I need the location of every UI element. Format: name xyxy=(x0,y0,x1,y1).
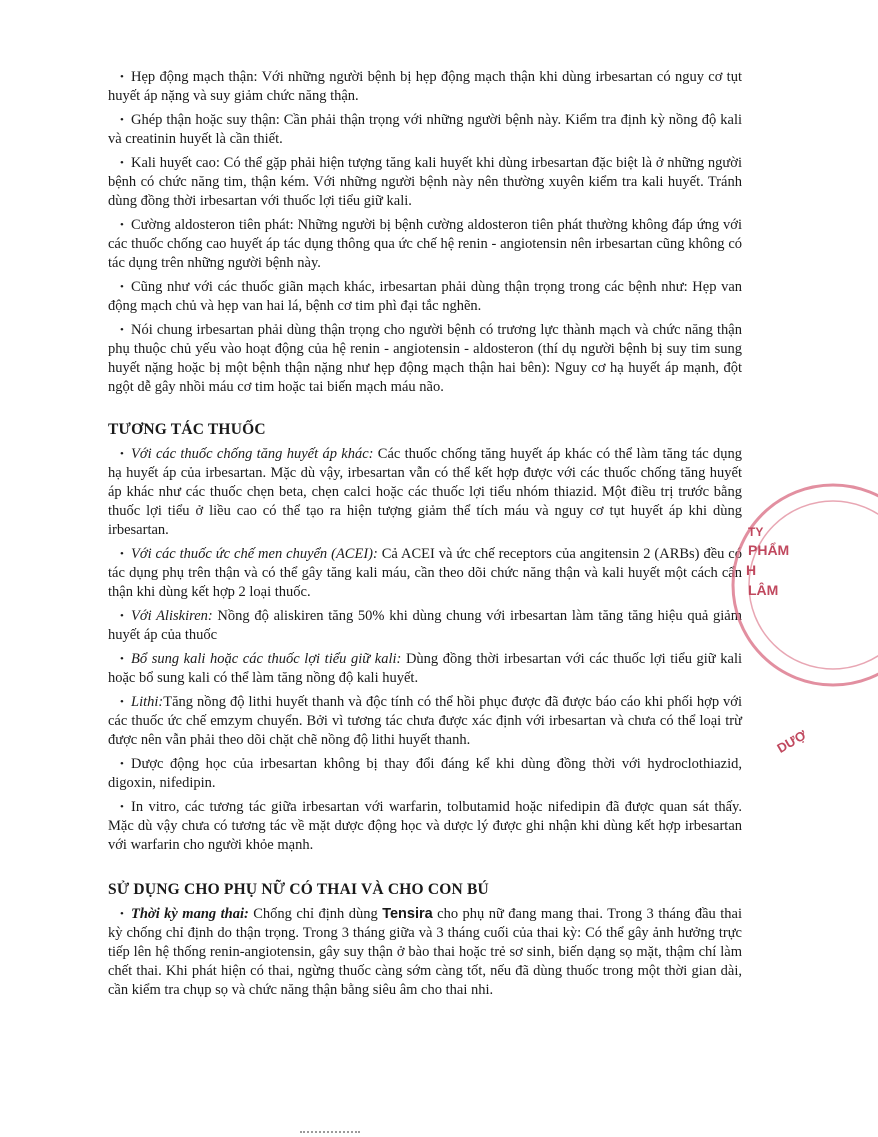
item-text: Dược động học của irbesartan không bị thay đổi đáng kể khi dùng đồng thời với hydroclothiazid, digoxin, nifedipin. xyxy=(108,756,742,791)
bullet-glyph: • xyxy=(120,219,124,231)
item-text: Các thuốc chống tăng huyết áp khác có thể làm tăng tác dụng hạ huyết áp của irbesartan. Mặc dù vậy, irbesartan vẫn có thể kết hợp được với các thuốc chống tăng huyết áp khác như các thuốc chẹn beta, chẹn calci hoặc các thuốc lợi tiểu nhóm thiazid. Một điều trị trước bằng thuốc lợi tiểu ở liều cao có thể tạo ra hiện tượng giảm thể tích máu và nguy cơ tụt huyết áp khi dùng irbesartan. xyxy=(108,446,743,538)
item-text: Hẹp động mạch thận: Với những người bệnh bị hẹp động mạch thận khi dùng irbesartan có nguy cơ tụt huyết áp nặng và suy giảm chức năng thận. xyxy=(108,69,742,104)
precautions-list xyxy=(108,68,742,397)
item-lead: Với các thuốc chống tăng huyết áp khác: xyxy=(131,446,374,462)
bullet-glyph: • xyxy=(120,548,124,560)
pregnancy-lead: Thời kỳ mang thai: xyxy=(131,906,249,922)
list-item xyxy=(108,154,742,211)
item-text: Ghép thận hoặc suy thận: Cần phải thận trọng với những người bệnh này. Kiểm tra định kỳ nồng độ kali và creatinin huyết là cần thiết. xyxy=(108,112,742,147)
list-item xyxy=(108,216,742,273)
pregnancy-paragraph xyxy=(108,905,742,1000)
list-item xyxy=(108,798,742,855)
item-lead: Bổ sung kali hoặc các thuốc lợi tiểu giữ kali: xyxy=(131,651,402,667)
list-item xyxy=(108,278,742,316)
list-item xyxy=(108,68,742,106)
list-item xyxy=(108,545,742,602)
pregnancy-text-before: Chống chỉ định dùng xyxy=(248,906,383,922)
item-lead: Với Aliskiren: xyxy=(131,608,213,624)
item-text: Cả ACEI và ức chế receptors của angitensin 2 (ARBs) đều có tác dụng phụ trên thận và có thể gây tăng kali máu, cần theo dõi chức năng thận và kali huyết một cách cẩn thận khi dùng kết hợp 2 loại thuốc. xyxy=(108,546,742,600)
brand-name: Tensira xyxy=(382,906,433,922)
company-stamp xyxy=(728,470,878,770)
bullet-glyph: • xyxy=(120,324,124,336)
bullet-glyph: • xyxy=(120,908,124,920)
bullet-glyph: • xyxy=(120,801,124,813)
pregnancy-text-after: cho phụ nữ đang mang thai. Trong 3 tháng đầu thai kỳ chống chỉ định do thận trọng. Trong 3 tháng giữa và 3 tháng cuối của thai kỳ: Có thể gây ảnh hưởng trực tiếp lên hệ thống renin-angiotensin, gây suy thận ở bào thai hoặc trẻ sơ sinh, biến dạng sọ mặt, thậm chí làm chết thai. Khi phát hiện có thai, ngừng thuốc càng sớm càng tốt, nếu đã dùng thuốc trong một thời gian dài, cần kiểm tra chụp sọ và chức năng thận bằng siêu âm cho thai nhi. xyxy=(108,906,742,998)
bullet-glyph: • xyxy=(120,281,124,293)
interactions-heading: TƯƠNG TÁC THUỐC xyxy=(108,421,266,438)
bullet-glyph: • xyxy=(120,114,124,126)
item-text: In vitro, các tương tác giữa irbesartan với warfarin, tolbutamid hoặc nifedipin đã được quan sát thấy. Mặc dù vậy chưa có tương tác về mặt dược động học và dược lý được ghi nhận khi dùng kết hợp irbesartan với warfarin cho người khỏe mạnh. xyxy=(108,799,742,853)
bullet-glyph: • xyxy=(120,653,124,665)
list-item xyxy=(108,693,742,750)
stamp-line-5: DƯỢ xyxy=(774,727,809,756)
list-item xyxy=(108,650,742,688)
interactions-list xyxy=(108,445,742,855)
bullet-glyph: • xyxy=(120,758,124,770)
footer-mark xyxy=(300,1131,360,1135)
bullet-glyph: • xyxy=(120,71,124,83)
list-item xyxy=(108,755,742,793)
pregnancy-heading: SỬ DỤNG CHO PHỤ NỮ CÓ THAI VÀ CHO CON BÚ xyxy=(108,881,489,898)
list-item xyxy=(108,111,742,149)
item-lead: Với các thuốc ức chế men chuyển (ACEI): xyxy=(131,546,378,562)
bullet-glyph: • xyxy=(120,610,124,622)
item-text: Nói chung irbesartan phải dùng thận trọng cho người bệnh có trương lực thành mạch và chức năng thận phụ thuộc chủ yếu vào hoạt động của hệ renin - angiotensin - aldosteron (thí dụ người bệnh bị suy tim sung huyết nặng hoặc bị một bệnh thận nặng như hẹp động mạch thận hai bên): Nguy cơ hạ huyết áp mạnh, đột ngột dễ gây nhồi máu cơ tim hoặc tai biến mạch máu não. xyxy=(108,322,742,395)
stamp-line-2: H xyxy=(746,562,757,578)
item-lead: Lithi: xyxy=(131,694,164,710)
list-item xyxy=(108,607,742,645)
item-text: Cũng như với các thuốc giãn mạch khác, irbesartan phải dùng thận trọng trong các bệnh như: Hẹp van động mạch chủ và hẹp van hai lá, bệnh cơ tim phì đại tắc nghẽn. xyxy=(108,279,742,314)
item-text: Nồng độ aliskiren tăng 50% khi dùng chung với irbesartan làm tăng tăng hiệu quả giảm huyết áp của thuốc xyxy=(108,608,742,643)
list-item xyxy=(108,445,742,540)
item-text: Cường aldosteron tiên phát: Những người bị bệnh cường aldosteron tiên phát thường không đáp ứng với các thuốc chống cao huyết áp tác dụng thông qua ức chế hệ renin - angiotensin nên irbesartan cũng không có tác dụng trên những người bệnh này. xyxy=(108,217,742,271)
stamp-line-1: TY xyxy=(748,525,764,539)
list-item xyxy=(108,321,742,397)
stamp-line-3: PHẨM xyxy=(748,542,790,558)
bullet-glyph: • xyxy=(120,696,124,708)
bullet-glyph: • xyxy=(120,157,124,169)
item-text: Tăng nồng độ lithi huyết thanh và độc tính có thể hồi phục được đã được báo cáo khi phối hợp với các thuốc ức chế emzym chuyển. Bởi vì tương tác chưa được xác định với irbesartan và chưa có thể loại trừ được nên vẫn phải theo dõi chặt chẽ nồng độ lithi huyết thanh. xyxy=(108,694,742,748)
stamp-circle-icon xyxy=(728,470,878,770)
bullet-glyph: • xyxy=(120,448,124,460)
item-text: Kali huyết cao: Có thể gặp phải hiện tượng tăng kali huyết khi dùng irbesartan đặc biệt là ở những người bệnh có chức năng tim, thận kém. Với những người bệnh này nên thường xuyên kiểm tra kali huyết. Tránh dùng đồng thời irbesartan với thuốc lợi tiểu giữ kali. xyxy=(108,155,742,209)
document-content xyxy=(108,68,742,1005)
stamp-line-4: LÂM xyxy=(748,582,779,598)
item-text: Dùng đồng thời irbesartan với các thuốc lợi tiểu giữ kali hoặc bổ sung kali có thể làm tăng nồng độ kali huyết. xyxy=(108,651,742,686)
